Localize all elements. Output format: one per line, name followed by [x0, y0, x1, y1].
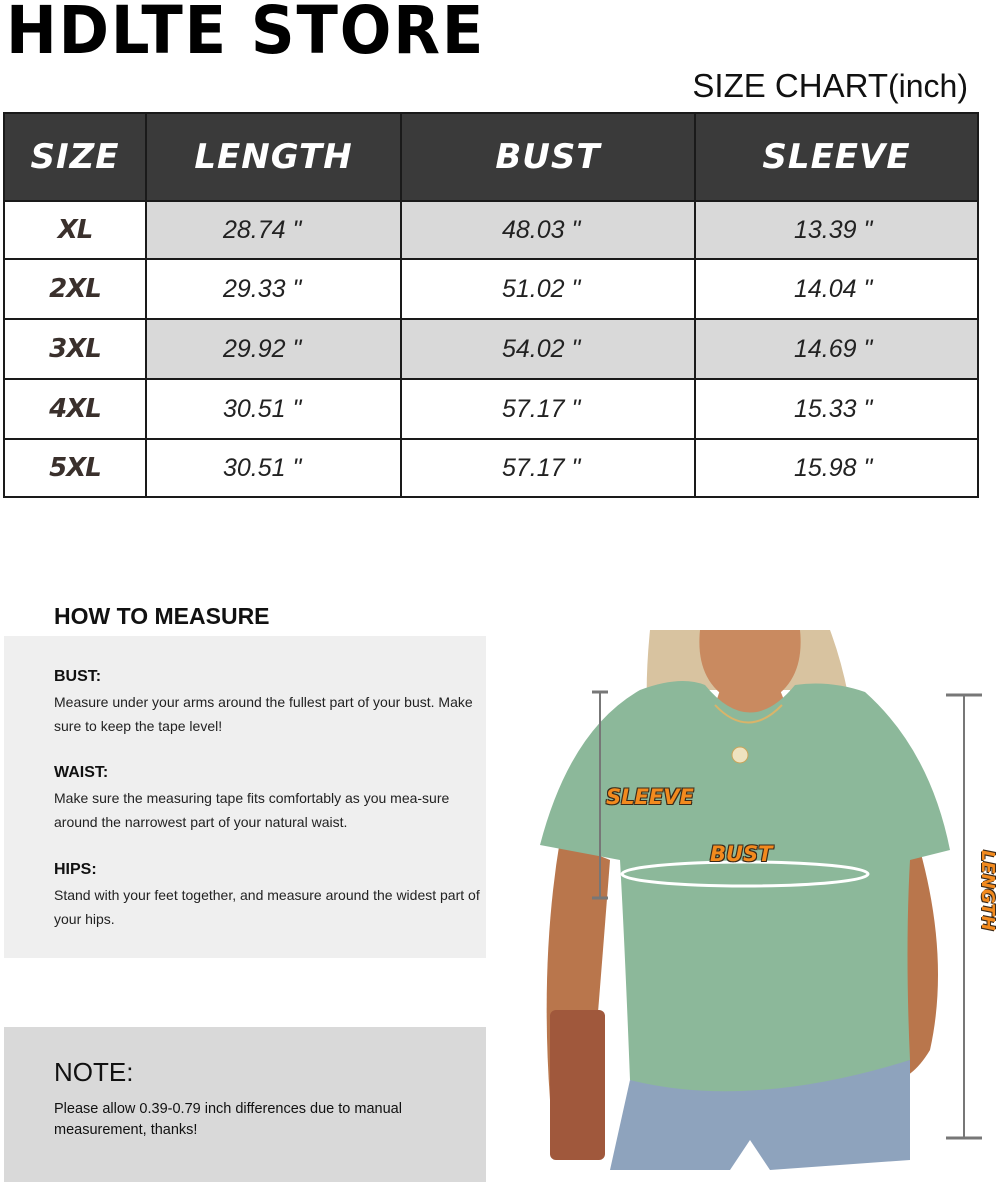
- measure-text: Stand with your feet together, and measure around the widest part of your hips.: [54, 887, 480, 927]
- length-label: LENGTH: [977, 850, 998, 931]
- size-chart-unit: (inch): [887, 68, 968, 104]
- length-cell: 30.51 ": [146, 439, 401, 497]
- note-text: Please allow 0.39-0.79 inch differences due to manual measurement, thanks!: [54, 1101, 402, 1138]
- table-row: [4, 319, 978, 379]
- table-row: [4, 379, 978, 439]
- bust-cell: 48.03 ": [401, 201, 695, 259]
- model-illustration: [530, 630, 1000, 1188]
- sleeve-cell: 15.33 ": [695, 379, 978, 439]
- length-cell: 28.74 ": [146, 201, 401, 259]
- measure-heading: WAIST:: [54, 764, 109, 781]
- column-header-bust: BUST: [401, 113, 695, 201]
- length-cell: 29.92 ": [146, 319, 401, 379]
- sleeve-cell: 14.69 ": [695, 319, 978, 379]
- table-row: [4, 439, 978, 497]
- size-cell: 4XL: [4, 379, 146, 439]
- length-cell: 29.33 ": [146, 259, 401, 319]
- model-measurement-image: [530, 630, 1000, 1188]
- sleeve-label: SLEEVE: [606, 785, 694, 809]
- note-title: NOTE:: [54, 1057, 134, 1087]
- size-cell: 3XL: [4, 319, 146, 379]
- size-chart-title-text: SIZE CHART: [692, 67, 888, 104]
- size-chart-title: [692, 66, 968, 106]
- bust-cell: 57.17 ": [401, 439, 695, 497]
- column-header-length: LENGTH: [146, 113, 401, 201]
- table-row: [4, 201, 978, 259]
- column-header-sleeve: SLEEVE: [695, 113, 978, 201]
- bust-cell: 54.02 ": [401, 319, 695, 379]
- bust-label: BUST: [710, 842, 773, 866]
- column-header-size: SIZE: [4, 113, 146, 201]
- size-cell: 5XL: [4, 439, 146, 497]
- table-header-row: [4, 113, 978, 201]
- sleeve-cell: 15.98 ": [695, 439, 978, 497]
- length-cell: 30.51 ": [146, 379, 401, 439]
- measure-heading: HIPS:: [54, 861, 97, 878]
- measure-item-waist: [54, 764, 484, 834]
- how-to-measure-panel: [4, 636, 486, 958]
- sleeve-cell: 13.39 ": [695, 201, 978, 259]
- measure-item-hips: [54, 861, 484, 931]
- sleeve-cell: 14.04 ": [695, 259, 978, 319]
- bust-cell: 57.17 ": [401, 379, 695, 439]
- note-panel: [4, 1027, 486, 1182]
- size-chart-table: [3, 112, 979, 498]
- measure-heading: BUST:: [54, 668, 102, 685]
- measure-text: Make sure the measuring tape fits comfortably as you mea-sure around the narrowest part of your natural waist.: [54, 790, 450, 830]
- brand-logo: HDLTE STORE: [6, 0, 486, 69]
- size-cell: XL: [4, 201, 146, 259]
- size-cell: 2XL: [4, 259, 146, 319]
- table-row: [4, 259, 978, 319]
- bust-cell: 51.02 ": [401, 259, 695, 319]
- how-to-measure-title: HOW TO MEASURE: [54, 603, 270, 629]
- measure-item-bust: [54, 668, 484, 738]
- measure-text: Measure under your arms around the fullest part of your bust. Make sure to keep the tape level!: [54, 694, 473, 734]
